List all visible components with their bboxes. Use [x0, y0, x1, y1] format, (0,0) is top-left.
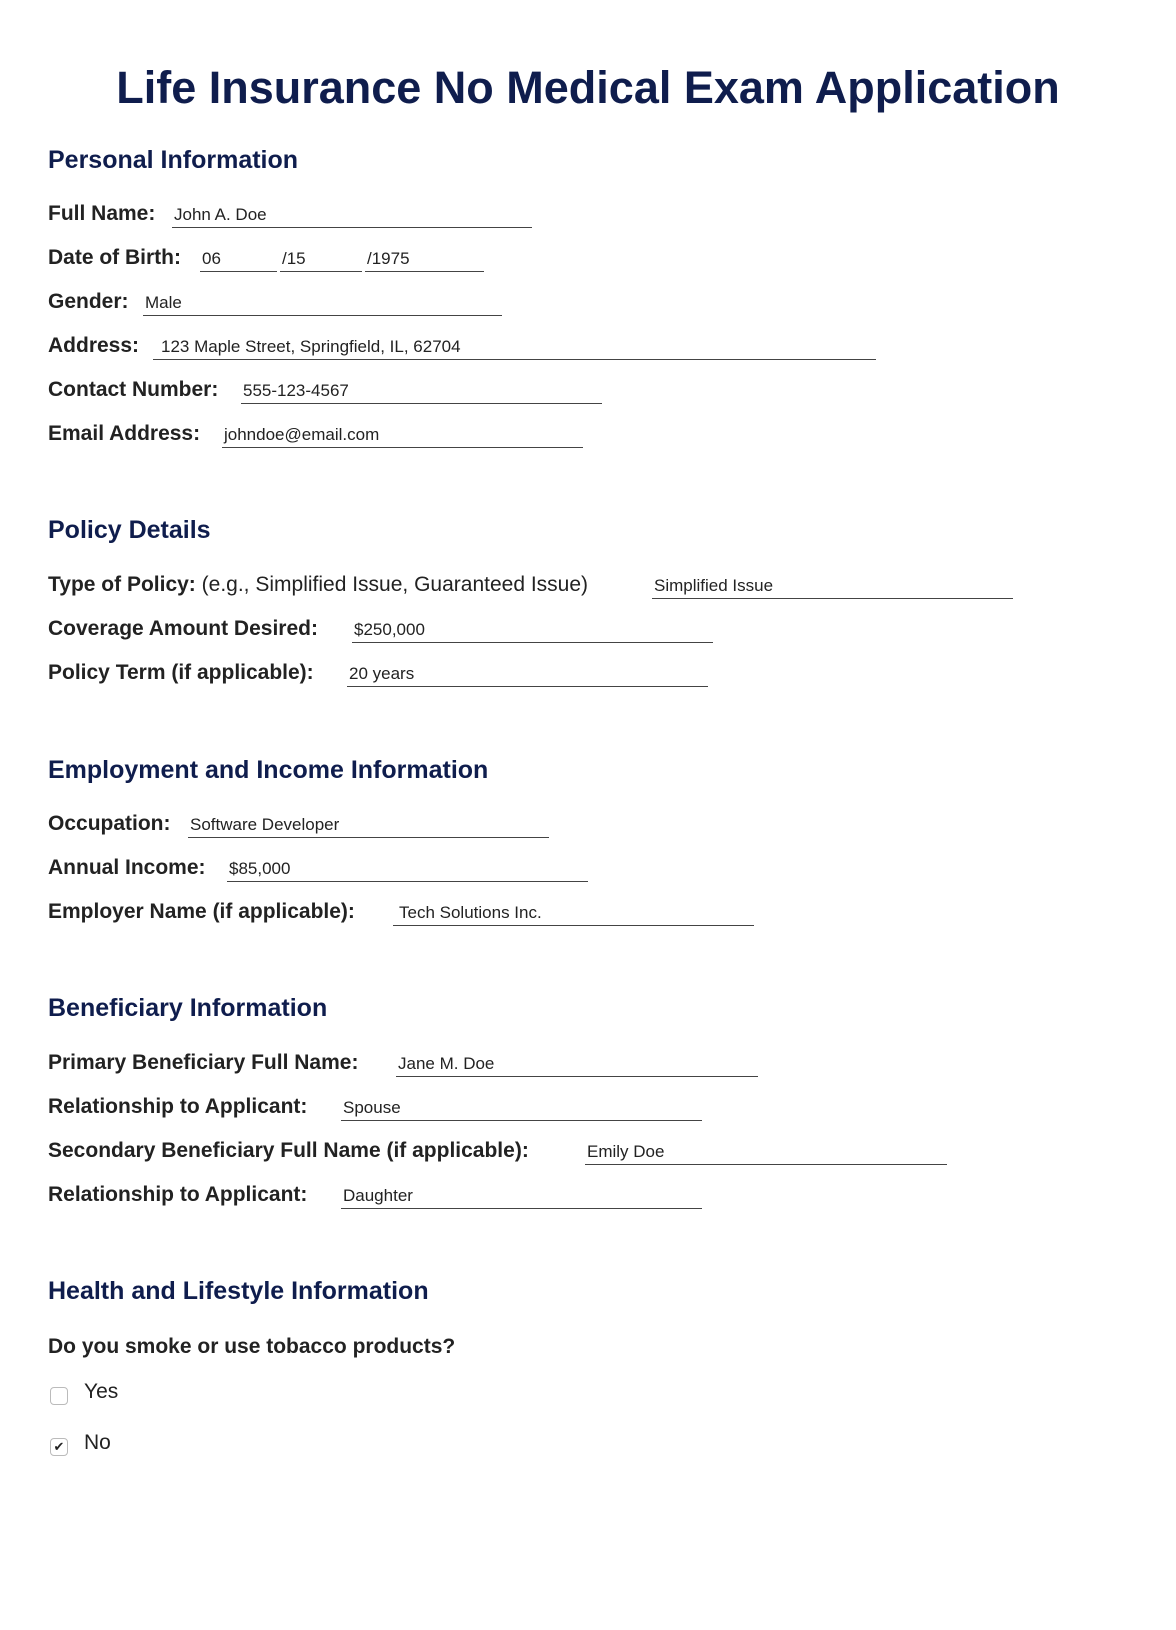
email-field[interactable]: johndoe@email.com	[222, 422, 583, 448]
employer-label: Employer Name (if applicable):	[48, 900, 355, 923]
contact-label: Contact Number:	[48, 378, 219, 401]
full-name-field[interactable]: John A. Doe	[172, 202, 532, 228]
address-field[interactable]: 123 Maple Street, Springfield, IL, 62704	[153, 334, 876, 360]
secondary-beneficiary-field[interactable]: Emily Doe	[585, 1139, 947, 1165]
relationship-2-label: Relationship to Applicant:	[48, 1183, 308, 1206]
contact-row	[48, 376, 1148, 406]
email-label: Email Address:	[48, 422, 201, 445]
address-row	[48, 332, 1148, 362]
coverage-label: Coverage Amount Desired:	[48, 617, 318, 640]
section-heading-beneficiary: Beneficiary Information	[48, 994, 328, 1022]
primary-beneficiary-row	[48, 1049, 1148, 1079]
section-heading-policy: Policy Details	[48, 516, 211, 544]
contact-field[interactable]: 555-123-4567	[241, 378, 602, 404]
relationship-1-row	[48, 1093, 1148, 1123]
dob-label: Date of Birth:	[48, 246, 181, 269]
tobacco-no-checkbox[interactable]: ✔	[50, 1438, 68, 1456]
relationship-1-label: Relationship to Applicant:	[48, 1095, 308, 1118]
coverage-field[interactable]: $250,000	[352, 617, 713, 643]
full-name-row	[48, 200, 1148, 230]
employer-row	[48, 898, 1148, 928]
term-row	[48, 659, 1148, 689]
policy-type-row	[48, 571, 1148, 601]
tobacco-no-label: No	[84, 1431, 111, 1454]
policy-type-label-text: Type of Policy:	[48, 573, 196, 596]
term-label: Policy Term (if applicable):	[48, 661, 314, 684]
dob-month-field[interactable]: 06	[200, 246, 277, 272]
occupation-row	[48, 810, 1148, 840]
employer-field[interactable]: Tech Solutions Inc.	[393, 900, 754, 926]
occupation-label: Occupation:	[48, 812, 171, 835]
income-field[interactable]: $85,000	[227, 856, 588, 882]
relationship-1-field[interactable]: Spouse	[341, 1095, 702, 1121]
address-label: Address:	[48, 334, 140, 357]
occupation-field[interactable]: Software Developer	[188, 812, 549, 838]
coverage-row	[48, 615, 1148, 645]
dob-row	[48, 244, 1148, 274]
dob-year-field[interactable]: /1975	[365, 246, 484, 272]
tobacco-question: Do you smoke or use tobacco products?	[48, 1335, 456, 1358]
income-label: Annual Income:	[48, 856, 206, 879]
section-heading-personal: Personal Information	[48, 146, 299, 174]
secondary-beneficiary-label: Secondary Beneficiary Full Name (if applicable):	[48, 1139, 529, 1162]
gender-row	[48, 288, 1148, 318]
policy-type-label	[48, 573, 588, 597]
policy-type-field[interactable]: Simplified Issue	[652, 573, 1013, 599]
relationship-2-row	[48, 1181, 1148, 1211]
relationship-2-field[interactable]: Daughter	[341, 1183, 702, 1209]
page-title: Life Insurance No Medical Exam Application	[116, 62, 1060, 113]
email-row	[48, 420, 1148, 450]
policy-type-hint: (e.g., Simplified Issue, Guaranteed Issue)	[201, 573, 589, 596]
section-heading-health: Health and Lifestyle Information	[48, 1277, 429, 1305]
income-row	[48, 854, 1148, 884]
tobacco-yes-label: Yes	[84, 1380, 119, 1403]
primary-beneficiary-label: Primary Beneficiary Full Name:	[48, 1051, 359, 1074]
tobacco-yes-checkbox[interactable]	[50, 1387, 68, 1405]
dob-day-field[interactable]: /15	[280, 246, 362, 272]
full-name-label: Full Name:	[48, 202, 156, 225]
term-field[interactable]: 20 years	[347, 661, 708, 687]
secondary-beneficiary-row	[48, 1137, 1148, 1167]
gender-field[interactable]: Male	[143, 290, 502, 316]
primary-beneficiary-field[interactable]: Jane M. Doe	[396, 1051, 758, 1077]
gender-label: Gender:	[48, 290, 129, 313]
section-heading-employment: Employment and Income Information	[48, 756, 489, 784]
